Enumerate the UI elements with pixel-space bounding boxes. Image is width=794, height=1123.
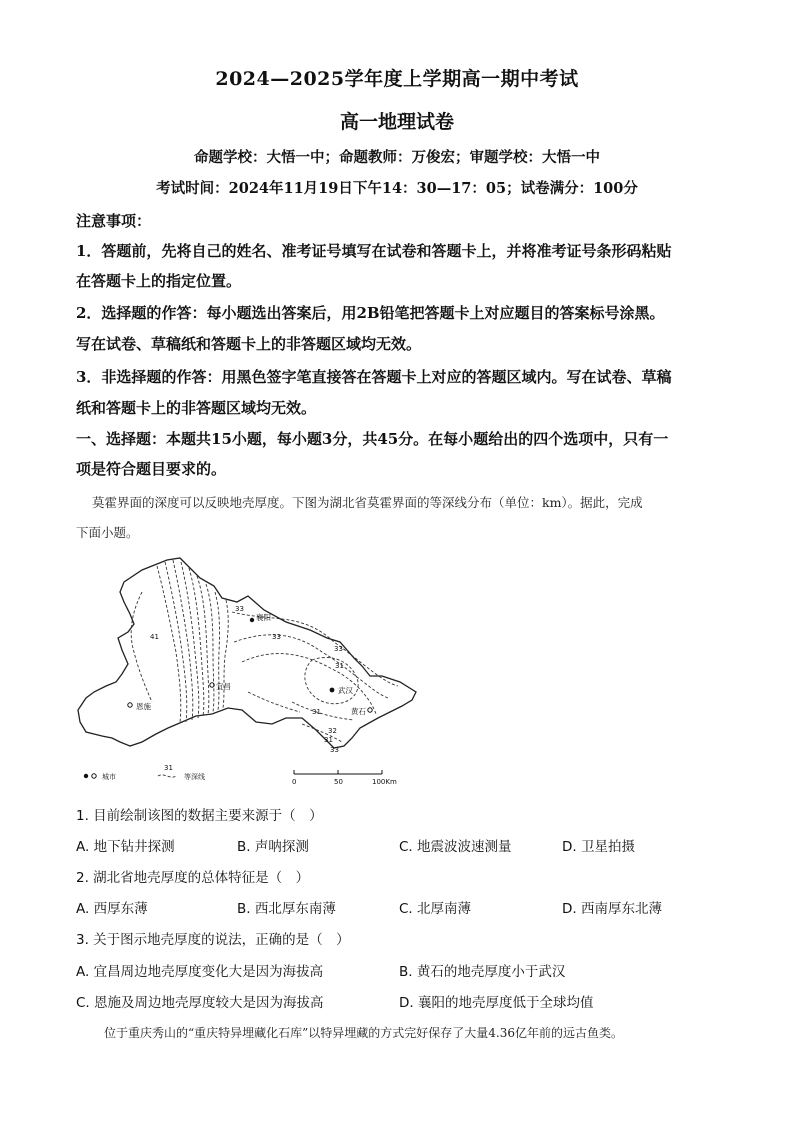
city-marker-enshi — [128, 703, 132, 707]
scale-bar — [294, 770, 382, 774]
contour-line — [181, 562, 199, 718]
question-2-option-c[interactable]: C. 北厚南薄 — [399, 901, 472, 917]
question-2-option-b[interactable]: B. 西北厚东南薄 — [237, 901, 336, 917]
passage-text: 莫霍界面的深度可以反映地壳厚度。下图为湖北省莫霍界面的等深线分布（单位：km）。据此，完成 — [92, 495, 643, 510]
question-2-option-a[interactable]: A. 西厚东薄 — [76, 901, 148, 917]
contour-line — [234, 635, 388, 698]
question-3-stem: 3. 关于图示地壳厚度的说法，正确的是（ ） — [76, 932, 350, 948]
exam-subtitle: 高一地理试卷 — [339, 111, 454, 133]
contour-line — [189, 568, 204, 716]
question-3-option-d[interactable]: D. 襄阳的地壳厚度低于全球均值 — [399, 995, 594, 1011]
city-marker-wuhan — [330, 688, 335, 693]
contour-label: 32 — [328, 727, 337, 735]
section-heading: 一、选择题：本题共15小题，每小题3分，共45分。在每小题给出的四个选项中，只有一 — [76, 430, 669, 448]
notice-line: 在答题卡上的指定位置。 — [76, 272, 242, 290]
question-1-option-d[interactable]: D. 卫星拍摄 — [562, 839, 635, 855]
city-marker-huangshi — [368, 708, 372, 712]
city-label-xiangyang: 襄阳 — [256, 613, 271, 622]
province-outline — [78, 558, 416, 748]
city-label-yichang: 宜昌 — [216, 682, 231, 691]
notice-line: 纸和答题卡上的非答题区域均无效。 — [76, 399, 317, 417]
contour-label: 31 — [324, 736, 333, 744]
hubei-moho-contour-map — [72, 552, 422, 788]
question-3-option-c[interactable]: C. 恩施及周边地壳厚度较大是因为海拔高 — [76, 995, 324, 1011]
question-1-option-a[interactable]: A. 地下钻井探测 — [76, 839, 175, 855]
city-label-huangshi: 黄石 — [351, 707, 366, 716]
legend-isoline-sample — [158, 775, 176, 777]
contour-label: 33 — [235, 605, 244, 613]
scale-label-100: 100Km — [372, 778, 397, 786]
contour-label: 41 — [150, 633, 159, 641]
legend-city-filled — [84, 774, 88, 778]
contour-label: 33 — [272, 633, 281, 641]
contour-line — [242, 654, 376, 714]
question-2-option-d[interactable]: D. 西南厚东北薄 — [562, 901, 662, 917]
notice-line: 写在试卷、草稿纸和答题卡上的非答题区域均无效。 — [76, 335, 422, 353]
legend-city-label: 城市 — [102, 773, 116, 781]
notice-heading: 注意事项： — [76, 212, 152, 230]
contour-label: 33 — [330, 746, 339, 754]
notice-line: 1．答题前，先将自己的姓名、准考证号填写在试卷和答题卡上，并将准考证号条形码粘贴 — [76, 242, 672, 260]
contour-line — [292, 702, 354, 720]
contour-line — [215, 592, 220, 710]
notice-line: 3．非选择题的作答：用黑色签字笔直接答在答题卡上对应的答题区域内。写在试卷、草稿 — [76, 368, 672, 386]
legend-isoline-label: 等深线 — [184, 773, 205, 781]
scale-label-50: 50 — [334, 778, 343, 786]
section-heading-cont: 项是符合题目要求的。 — [76, 460, 227, 478]
exam-author-info: 命题学校：大悟一中；命题教师：万俊宏；审题学校：大悟一中 — [194, 149, 600, 166]
contour-line — [165, 562, 187, 722]
contour-line — [232, 612, 398, 686]
question-1-option-b[interactable]: B. 声呐探测 — [237, 839, 309, 855]
contour-line — [173, 560, 193, 720]
question-1-stem: 1. 目前绘制该图的数据主要来源于（ ） — [76, 808, 323, 824]
scale-label-0: 0 — [292, 778, 297, 786]
contour-line — [157, 566, 181, 722]
question-3-option-b[interactable]: B. 黄石的地壳厚度小于武汉 — [399, 964, 566, 980]
exam-time-info: 考试时间：2024年11月19日下午14：30—17：05；试卷满分：100分 — [156, 180, 638, 197]
contour-line — [223, 600, 228, 708]
city-label-enshi: 恩施 — [136, 702, 151, 711]
contour-label: 31 — [335, 662, 344, 670]
notice-line: 2．选择题的作答：每小题选出答案后，用2B铅笔把答题卡上对应题目的答案标号涂黑。 — [76, 304, 665, 322]
contour-label: 33 — [334, 645, 343, 653]
exam-title: 2024—2025学年度上学期高一期中考试 — [215, 68, 579, 90]
next-passage-text: 位于重庆秀山的“重庆特异埋藏化石库”以特异埋藏的方式完好保存了大量4.36亿年前的远古鱼类。 — [104, 1026, 623, 1040]
legend-isoline-value: 31 — [164, 764, 173, 772]
city-label-wuhan: 武汉 — [338, 686, 353, 695]
passage-text-cont: 下面小题。 — [76, 525, 139, 540]
question-1-option-c[interactable]: C. 地震波波速测量 — [399, 839, 512, 855]
contour-label: 31 — [312, 708, 321, 716]
question-3-option-a[interactable]: A. 宜昌周边地壳厚度变化大是因为海拔高 — [76, 964, 324, 980]
legend-city-hollow — [92, 774, 96, 778]
question-2-stem: 2. 湖北省地壳厚度的总体特征是（ ） — [76, 870, 310, 886]
contour-line — [131, 592, 152, 702]
city-marker-xiangyang — [250, 618, 254, 622]
